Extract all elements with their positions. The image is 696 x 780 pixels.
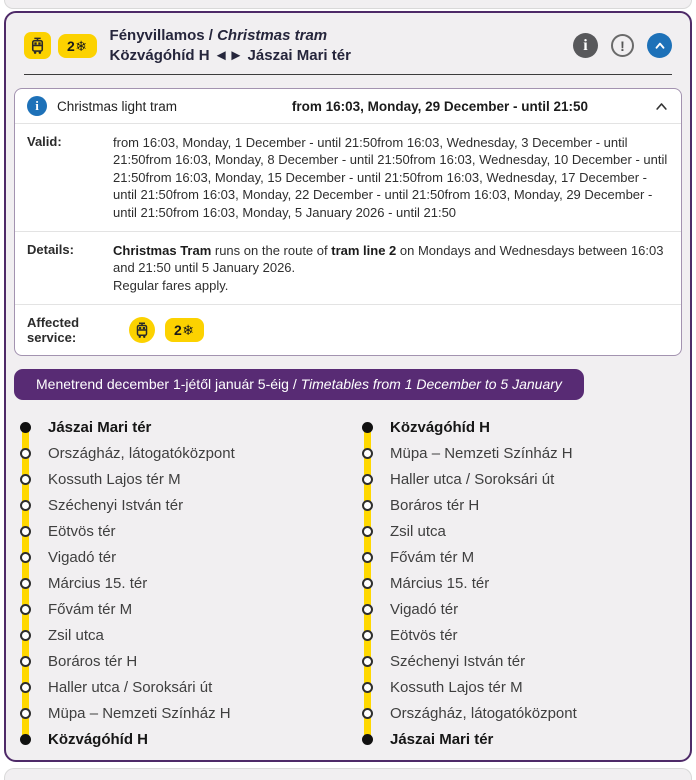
stop-name: Kossuth Lajos tér M (390, 678, 523, 696)
affected-service-icons (113, 315, 204, 345)
valid-text: from 16:03, Monday, 1 December - until 21:50from 16:03, Wednesday, 3 December - until 21:50from 16:03, Monday, 8 December - until 21:50from 16:03, Wednesday, 10 December - until 21:50from 16:03, Monday, 15 December - until 21:50from 16:03, Wednesday, 17 December - until 21:50from 16:03, Monday, 22 December - until 21:50from 16:03, Monday, 29 December - until 21:50from 16:03, Monday, 5 January 2026 - until 21:50 (113, 135, 668, 220)
previous-card-edge (4, 0, 692, 9)
stop-name: Jászai Mari tér (390, 730, 494, 748)
valid-row (15, 124, 681, 232)
stop-name: Országház, látogatóközpont (390, 704, 577, 722)
stops-column-outbound (6, 414, 348, 752)
stop-row (362, 544, 690, 570)
stop-row (20, 492, 348, 518)
stop-dot-icon (362, 474, 373, 485)
stop-dot-icon (362, 526, 373, 537)
tram-icon (129, 317, 155, 343)
line-number-badge: 2❄ (165, 318, 204, 342)
details-text (113, 242, 669, 294)
stop-name: Kossuth Lajos tér M (48, 470, 181, 488)
stop-row (362, 466, 690, 492)
stop-row (20, 622, 348, 648)
stop-row (20, 414, 348, 440)
stop-dot-icon (20, 500, 31, 511)
terminus-dot-icon (362, 422, 373, 433)
stop-dot-icon (362, 500, 373, 511)
collapse-card-button[interactable] (647, 33, 672, 58)
line-number-badge: 2❄ (58, 34, 97, 58)
stop-dot-icon (20, 708, 31, 719)
stop-name: Országház, látogatóközpont (48, 444, 235, 462)
next-card-edge (4, 768, 692, 780)
stop-row (362, 596, 690, 622)
stop-name: Müpa – Nemzeti Színház H (390, 444, 573, 462)
stop-dot-icon (20, 630, 31, 641)
stop-row (362, 440, 690, 466)
stop-name: Fővám tér M (390, 548, 475, 566)
stop-row (20, 570, 348, 596)
stops-column-return (348, 414, 690, 752)
stop-dot-icon (20, 578, 31, 589)
stop-dot-icon (362, 708, 373, 719)
stop-dot-icon (20, 448, 31, 459)
line-title-hu: Fényvillamos / (109, 27, 213, 44)
alert-card (4, 11, 692, 762)
affected-service-label: Affected service: (27, 315, 80, 346)
alert-panel-header[interactable] (15, 89, 681, 124)
alert-icon[interactable]: ! (611, 34, 634, 57)
stop-row (20, 700, 348, 726)
stop-name: Széchenyi István tér (390, 652, 526, 670)
stop-row (20, 466, 348, 492)
tram-icon (24, 32, 51, 59)
stop-dot-icon (20, 552, 31, 563)
stop-dot-icon (362, 448, 373, 459)
stop-name: Zsil utca (390, 522, 446, 540)
terminus-dot-icon (362, 734, 373, 745)
info-icon: i (27, 96, 47, 116)
stop-name: Széchenyi István tér (48, 496, 184, 514)
stop-name: Zsil utca (48, 626, 104, 644)
valid-label: Valid: (27, 134, 62, 149)
stop-dot-icon (362, 630, 373, 641)
stop-row (362, 700, 690, 726)
stop-name: Haller utca / Soroksári út (48, 678, 213, 696)
timetable-banner (14, 369, 584, 400)
stop-dot-icon (362, 682, 373, 693)
header-divider (24, 74, 672, 75)
stop-dot-icon (362, 656, 373, 667)
stop-name: Jászai Mari tér (48, 418, 152, 436)
stop-name: Boráros tér H (48, 652, 138, 670)
stop-row (362, 414, 690, 440)
stop-row (20, 518, 348, 544)
stop-row (20, 596, 348, 622)
stop-row (20, 726, 348, 752)
stop-row (20, 440, 348, 466)
alert-validity-summary: from 16:03, Monday, 29 December - until 21:50 (291, 98, 588, 114)
stop-name: Fővám tér M (48, 600, 133, 618)
stop-name: Haller utca / Soroksári út (390, 470, 555, 488)
details-bold-tram: Christmas Tram (113, 243, 212, 259)
stop-name: Közvágóhíd H (390, 418, 490, 436)
details-label: Details: (27, 242, 74, 258)
stop-name: Vigadó tér (48, 548, 117, 566)
stop-dot-icon (362, 552, 373, 563)
stop-name: Eötvös tér (48, 522, 116, 540)
route-endpoints: Közvágóhíd H ◄► Jászai Mari tér (109, 46, 351, 64)
stop-dot-icon (20, 604, 31, 615)
details-fares-note: Regular fares apply. (113, 277, 229, 293)
info-icon[interactable]: i (573, 33, 598, 58)
stop-row (20, 544, 348, 570)
alert-title: Christmas light tram (57, 98, 178, 114)
stop-dot-icon (20, 474, 31, 485)
stop-name: Március 15. tér (390, 574, 490, 592)
details-text-2: on Mondays and Wednesdays between 16:03 and 21:50 until 5 January 2026. (113, 243, 664, 276)
stop-dot-icon (20, 526, 31, 537)
header-action-icons (573, 33, 672, 58)
chevron-up-icon[interactable] (654, 99, 669, 114)
terminus-dot-icon (20, 734, 31, 745)
stop-dot-icon (20, 682, 31, 693)
card-header (6, 13, 690, 74)
stop-row (362, 726, 690, 752)
details-bold-line: tram line 2 (331, 243, 397, 259)
stop-row (20, 648, 348, 674)
stop-row (362, 674, 690, 700)
details-row (15, 232, 681, 305)
stop-dot-icon (362, 578, 373, 589)
route-stop-lists (6, 414, 690, 752)
stop-name: Közvágóhíd H (48, 730, 148, 748)
stop-row (362, 518, 690, 544)
stop-row (362, 570, 690, 596)
banner-text-en: Timetables from 1 December to 5 January (296, 376, 562, 393)
stop-dot-icon (362, 604, 373, 615)
stop-row (362, 622, 690, 648)
stop-row (362, 648, 690, 674)
card-titles (110, 26, 351, 65)
stop-name: Vigadó tér (390, 600, 459, 618)
stop-name: Müpa – Nemzeti Színház H (48, 704, 231, 722)
stop-name: Március 15. tér (48, 574, 148, 592)
stop-row (362, 492, 690, 518)
banner-text-hu: Menetrend december 1-jétől január 5-éig / (36, 376, 297, 393)
terminus-dot-icon (20, 422, 31, 433)
affected-service-row (15, 305, 681, 355)
stop-row (20, 674, 348, 700)
line-title-en: Christmas tram (217, 27, 328, 44)
alert-detail-panel (14, 88, 682, 356)
stop-dot-icon (20, 656, 31, 667)
details-text-1: runs on the route of (211, 243, 332, 259)
stop-name: Boráros tér H (390, 496, 480, 514)
line-title (110, 26, 351, 46)
stop-name: Eötvös tér (390, 626, 458, 644)
